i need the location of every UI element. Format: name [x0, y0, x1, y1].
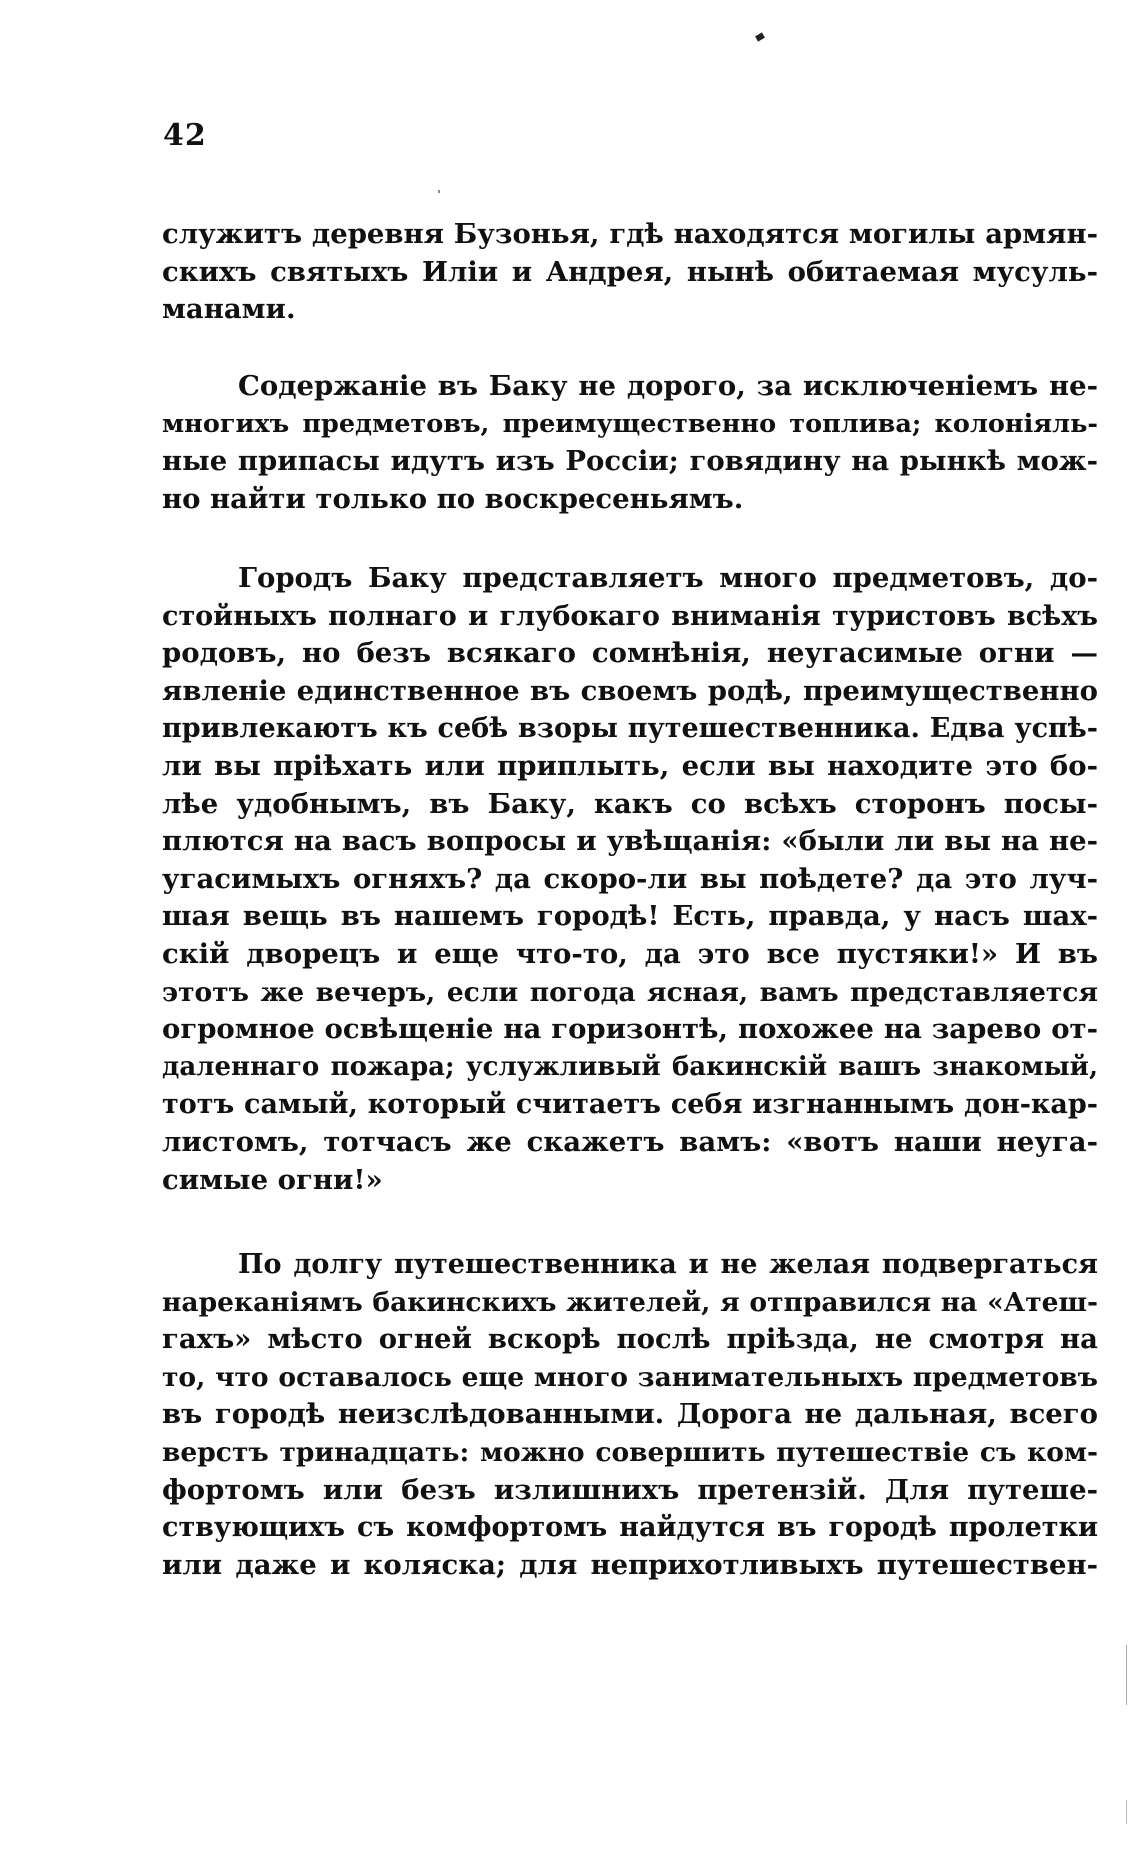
ink-dot: [438, 190, 440, 193]
text-line: родовъ, но безъ всякаго сомнѣнія, неугасимые огни —: [162, 637, 1098, 670]
text-line: явленіе единственное въ своемъ родѣ, преимущественно: [162, 674, 1098, 707]
text-line: ли вы пріѣхать или приплыть, если вы находите это бо-: [162, 749, 1098, 782]
page-number: 42: [163, 118, 207, 153]
text-line: или даже и коляска; для неприхотливыхъ путешествен-: [162, 1548, 1098, 1581]
text-line: этотъ же вечеръ, если погода ясная, вамъ представляется: [162, 976, 1098, 1008]
paragraph-3: [162, 560, 1098, 1199]
text-line: фортомъ или безъ излишнихъ претензій. Для путеше-: [162, 1473, 1098, 1506]
text-line: ствующихъ съ комфортомъ найдутся въ городѣ пролетки: [162, 1512, 1098, 1544]
text-line: скихъ святыхъ Иліи и Андрея, нынѣ обитаемая мусуль-: [162, 255, 1098, 288]
text-line: тотъ самый, который считаетъ себя изгнаннымъ дон-кар-: [162, 1089, 1098, 1121]
text-line: ные припасы идутъ изъ Россіи; говядину на рынкѣ мож-: [162, 445, 1098, 478]
text-line: угасимыхъ огняхъ? да скоро-ли вы поѣдете? да это луч-: [162, 862, 1098, 895]
text-line: стойныхъ полнаго и глубокаго вниманія туристовъ всѣхъ: [162, 600, 1098, 632]
page-edge-mark: [1126, 1645, 1127, 1705]
text-line: то, что оставалось еще много занимательныхъ предметовъ: [162, 1361, 1098, 1393]
text-line: нареканіямъ бакинскихъ жителей, я отправился на «Атеш-: [162, 1286, 1098, 1318]
paragraph-1: [162, 216, 1098, 329]
text-line: верстъ тринадцать: можно совершить путешествіе съ ком-: [162, 1436, 1098, 1468]
text-line: гахъ» мѣсто огней вскорѣ послѣ пріѣзда, не смотря на: [162, 1323, 1098, 1356]
text-line: плются на васъ вопросы и увѣщанія: «были ли вы на не-: [162, 825, 1098, 858]
text-line: Содержаніе въ Баку не дорого, за исключеніемъ не-: [238, 370, 1098, 402]
text-line: въ городѣ неизслѣдованными. Дорога не дальная, всего: [162, 1398, 1098, 1431]
text-line: многихъ предметовъ, преимущественно топлива; колоніяль-: [162, 408, 1098, 439]
text-line: служитъ деревня Бузонья, гдѣ находятся могилы армян-: [162, 218, 1098, 250]
text-line: манами.: [162, 293, 296, 326]
ink-speck: [755, 32, 765, 41]
text-line: лѣе удобнымъ, въ Баку, какъ со всѣхъ сторонъ посы-: [162, 787, 1098, 820]
text-line: но найти только по воскресеньямъ.: [162, 482, 744, 515]
page-edge-mark: [1126, 1800, 1127, 1824]
text-line: Городъ Баку представляетъ много предметовъ, до-: [238, 562, 1098, 594]
paragraph-2: [162, 368, 1098, 518]
text-line: листомъ, тотчасъ же скажетъ вамъ: «вотъ наши неуга-: [162, 1125, 1098, 1158]
text-line: симые огни!»: [162, 1163, 383, 1196]
text-line: даленнаго пожара; услужливый бакинскій вашъ знакомый,: [162, 1051, 1098, 1082]
text-line: огромное освѣщеніе на горизонтѣ, похожее на зарево от-: [162, 1013, 1098, 1046]
text-line: привлекаютъ къ себѣ взоры путешественника. Едва успѣ-: [162, 713, 1098, 745]
text-line: шая вещь въ нашемъ городѣ! Есть, правда, у насъ шах-: [162, 900, 1098, 933]
text-line: По долгу путешественника и не желая подвергаться: [238, 1249, 1098, 1280]
text-line: скій дворецъ и еще что-то, да это все пустяки!» И въ: [162, 937, 1098, 970]
paragraph-4: [162, 1246, 1098, 1584]
